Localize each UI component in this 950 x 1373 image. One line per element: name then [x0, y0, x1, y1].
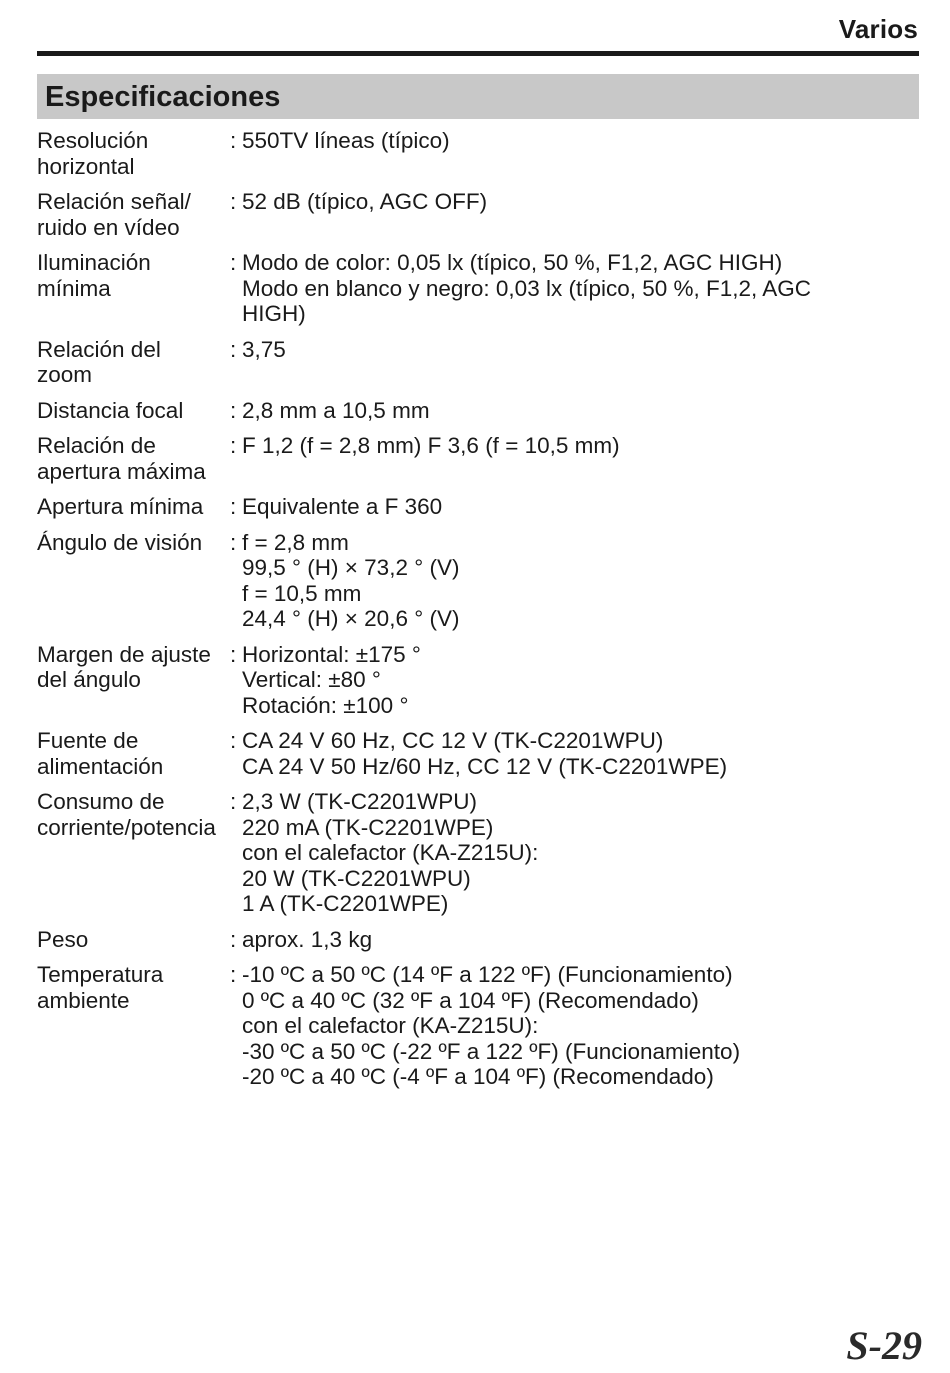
spec-row [37, 789, 922, 917]
heading-bar [37, 74, 919, 119]
spec-value-line: 1 A (TK-C2201WPE) [242, 891, 449, 916]
spec-value-line: -10 ºC a 50 ºC (14 ºF a 122 ºF) (Funcionamiento) [242, 962, 733, 987]
spec-label: Relación del zoom [37, 336, 161, 387]
spec-colon: : [230, 494, 237, 519]
spec-row [37, 128, 922, 179]
spec-values [242, 433, 922, 484]
spec-row [37, 433, 922, 484]
spec-colon: : [230, 250, 237, 275]
spec-value-line: 3,75 [242, 336, 286, 362]
spec-value-line: Equivalente a F 360 [242, 494, 443, 519]
spec-label: Distancia focal [37, 397, 184, 423]
page-title: Especificaciones [45, 81, 281, 113]
spec-label: Apertura mínima [37, 494, 204, 519]
spec-value-line: con el calefactor (KA-Z215U): [242, 1013, 539, 1038]
spec-list [37, 128, 922, 1100]
spec-label: Fuente de alimentación [37, 728, 164, 779]
spec-value-line: -30 ºC a 50 ºC (-22 ºF a 122 ºF) (Funcionamiento) [242, 1038, 741, 1064]
spec-value-line: 52 dB (típico, AGC OFF) [242, 189, 488, 214]
spec-row [37, 530, 922, 632]
spec-value-line: 220 mA (TK-C2201WPE) [242, 814, 494, 840]
spec-value-line: CA 24 V 50 Hz/60 Hz, CC 12 V (TK-C2201WPE) [242, 753, 728, 779]
spec-row [37, 494, 922, 520]
spec-row [37, 398, 922, 424]
spec-label: Resolución horizontal [37, 128, 149, 179]
spec-value-line: f = 2,8 mm [242, 529, 349, 555]
top-rule [37, 51, 919, 56]
spec-value-line: Vertical: ±80 ° [242, 667, 381, 692]
page-number: S-29 [846, 1323, 922, 1368]
spec-values [242, 789, 922, 917]
spec-colon: : [230, 336, 237, 362]
spec-label: Relación señal/ ruido en vídeo [37, 189, 191, 240]
spec-values [242, 128, 922, 179]
spec-values [242, 494, 922, 520]
spec-value-line: 550TV líneas (típico) [242, 128, 450, 153]
spec-value-line: CA 24 V 60 Hz, CC 12 V (TK-C2201WPU) [242, 728, 664, 753]
section-title: Varios [838, 14, 918, 44]
spec-values [242, 337, 922, 388]
spec-row [37, 250, 922, 327]
spec-label: Iluminación mínima [37, 250, 151, 301]
spec-value-line: 20 W (TK-C2201WPU) [242, 865, 471, 891]
spec-colon: : [230, 728, 237, 753]
spec-colon: : [230, 962, 237, 987]
spec-value-line: Rotación: ±100 ° [242, 692, 409, 718]
spec-colon: : [230, 433, 237, 458]
spec-value-line: f = 10,5 mm [242, 580, 362, 606]
spec-label: Margen de ajuste del ángulo [37, 641, 211, 692]
spec-values [242, 530, 922, 632]
spec-value-line: Horizontal: ±175 ° [242, 641, 421, 667]
spec-label: Ángulo de visión [37, 529, 203, 555]
spec-value-line: con el calefactor (KA-Z215U): [242, 840, 539, 865]
spec-row [37, 927, 922, 953]
spec-label: Temperatura ambiente [37, 962, 164, 1013]
spec-values [242, 728, 922, 779]
spec-colon: : [230, 529, 237, 555]
spec-value-line: -20 ºC a 40 ºC (-4 ºF a 104 ºF) (Recomendado) [242, 1064, 714, 1089]
spec-values [242, 642, 922, 719]
spec-value-line: 2,8 mm a 10,5 mm [242, 397, 430, 423]
spec-value-line: HIGH) [242, 301, 306, 326]
spec-value-line: 99,5 ° (H) × 73,2 ° (V) [242, 555, 460, 580]
spec-value-line: 2,3 W (TK-C2201WPU) [242, 789, 478, 814]
spec-value-line: Modo de color: 0,05 lx (típico, 50 %, F1,2, AGC HIGH) [242, 250, 783, 275]
spec-colon: : [230, 641, 237, 667]
spec-colon: : [230, 789, 237, 814]
spec-label: Consumo de corriente/potencia [37, 789, 216, 840]
spec-values [242, 250, 922, 327]
spec-value-line: aprox. 1,3 kg [242, 926, 373, 952]
spec-value-line: 0 ºC a 40 ºC (32 ºF a 104 ºF) (Recomendado) [242, 987, 699, 1013]
spec-row [37, 189, 922, 240]
spec-label: Relación de apertura máxima [37, 433, 206, 484]
spec-values [242, 398, 922, 424]
spec-row [37, 337, 922, 388]
spec-values [242, 189, 922, 240]
spec-label: Peso [37, 926, 89, 952]
spec-colon: : [230, 926, 237, 952]
spec-value-line: F 1,2 (f = 2,8 mm) F 3,6 (f = 10,5 mm) [242, 433, 620, 458]
spec-row [37, 962, 922, 1090]
spec-colon: : [230, 397, 237, 423]
spec-values [242, 927, 922, 953]
spec-colon: : [230, 128, 237, 153]
spec-colon: : [230, 189, 237, 214]
spec-value-line: 24,4 ° (H) × 20,6 ° (V) [242, 606, 460, 631]
spec-row [37, 642, 922, 719]
spec-row [37, 728, 922, 779]
spec-values [242, 962, 922, 1090]
spec-value-line: Modo en blanco y negro: 0,03 lx (típico, 50 %, F1,2, AGC [242, 275, 812, 301]
